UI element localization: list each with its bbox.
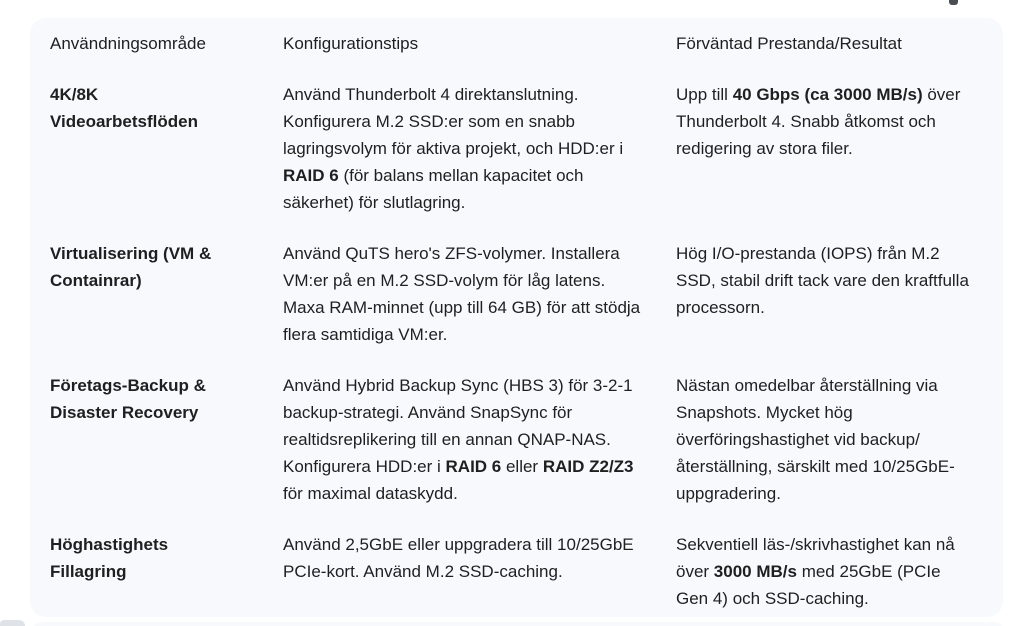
use-case-cell-file-storage: Höghastighets Fillagring <box>50 535 169 581</box>
cut-off-element-bottom-left <box>0 620 25 626</box>
column-header-use-case: Användningsområde <box>50 34 206 53</box>
result-cell-backup: Nästan omedelbar återställning via Snapshots. Mycket hög överföringshastighet vid backup/återställning, särskilt med 10/25GbE-uppgradering. <box>676 376 955 503</box>
cut-off-content-above <box>949 0 958 5</box>
column-header-config: Konfigurationstips <box>283 34 419 53</box>
next-card-top-edge <box>33 622 1003 626</box>
result-cell-virtualization: Hög I/O-prestanda (IOPS) från M.2 SSD, stabil drift tack vare den kraftfulla processorn. <box>676 244 969 317</box>
result-cell-file-storage: Sekventiell läs-/skrivhastighet kan nå över 3000 MB/s med 25GbE (PCIe Gen 4) och SSD-caching. <box>676 535 955 608</box>
config-cell-video: Använd Thunderbolt 4 direktanslutning. Konfigurera M.2 SSD:er som en snabb lagringsvolym för aktiva projekt, och HDD:er i RAID 6 (för balans mellan kapacitet och säkerhet) för slutlagring. <box>283 85 624 212</box>
config-cell-backup: Använd Hybrid Backup Sync (HBS 3) för 3-2-1 backup-strategi. Använd SnapSync för realtidsreplikering till en annan QNAP-NAS. Konfigurera HDD:er i RAID 6 eller RAID Z2/Z3 för maximal dataskydd. <box>283 376 634 503</box>
config-cell-virtualization: Använd QuTS hero's ZFS-volymer. Installera VM:er på en M.2 SSD-volym för låg latens. Maxa RAM-minnet (upp till 64 GB) för att stödja flera samtidiga VM:er. <box>283 244 641 344</box>
use-case-table <box>50 30 983 612</box>
config-cell-file-storage: Använd 2,5GbE eller uppgradera till 10/25GbE PCIe-kort. Använd M.2 SSD-caching. <box>283 535 634 581</box>
result-cell-video: Upp till 40 Gbps (ca 3000 MB/s) över Thunderbolt 4. Snabb åtkomst och redigering av stora filer. <box>676 85 961 158</box>
use-case-cell-backup: Företags-Backup & Disaster Recovery <box>50 376 206 422</box>
column-header-result: Förväntad Prestanda/Resultat <box>676 34 902 53</box>
use-case-cell-virtualization: Virtualisering (VM & Containrar) <box>50 244 212 290</box>
use-case-cell-video: 4K/8K Videoarbetsflöden <box>50 85 198 131</box>
response-card <box>30 18 1003 617</box>
